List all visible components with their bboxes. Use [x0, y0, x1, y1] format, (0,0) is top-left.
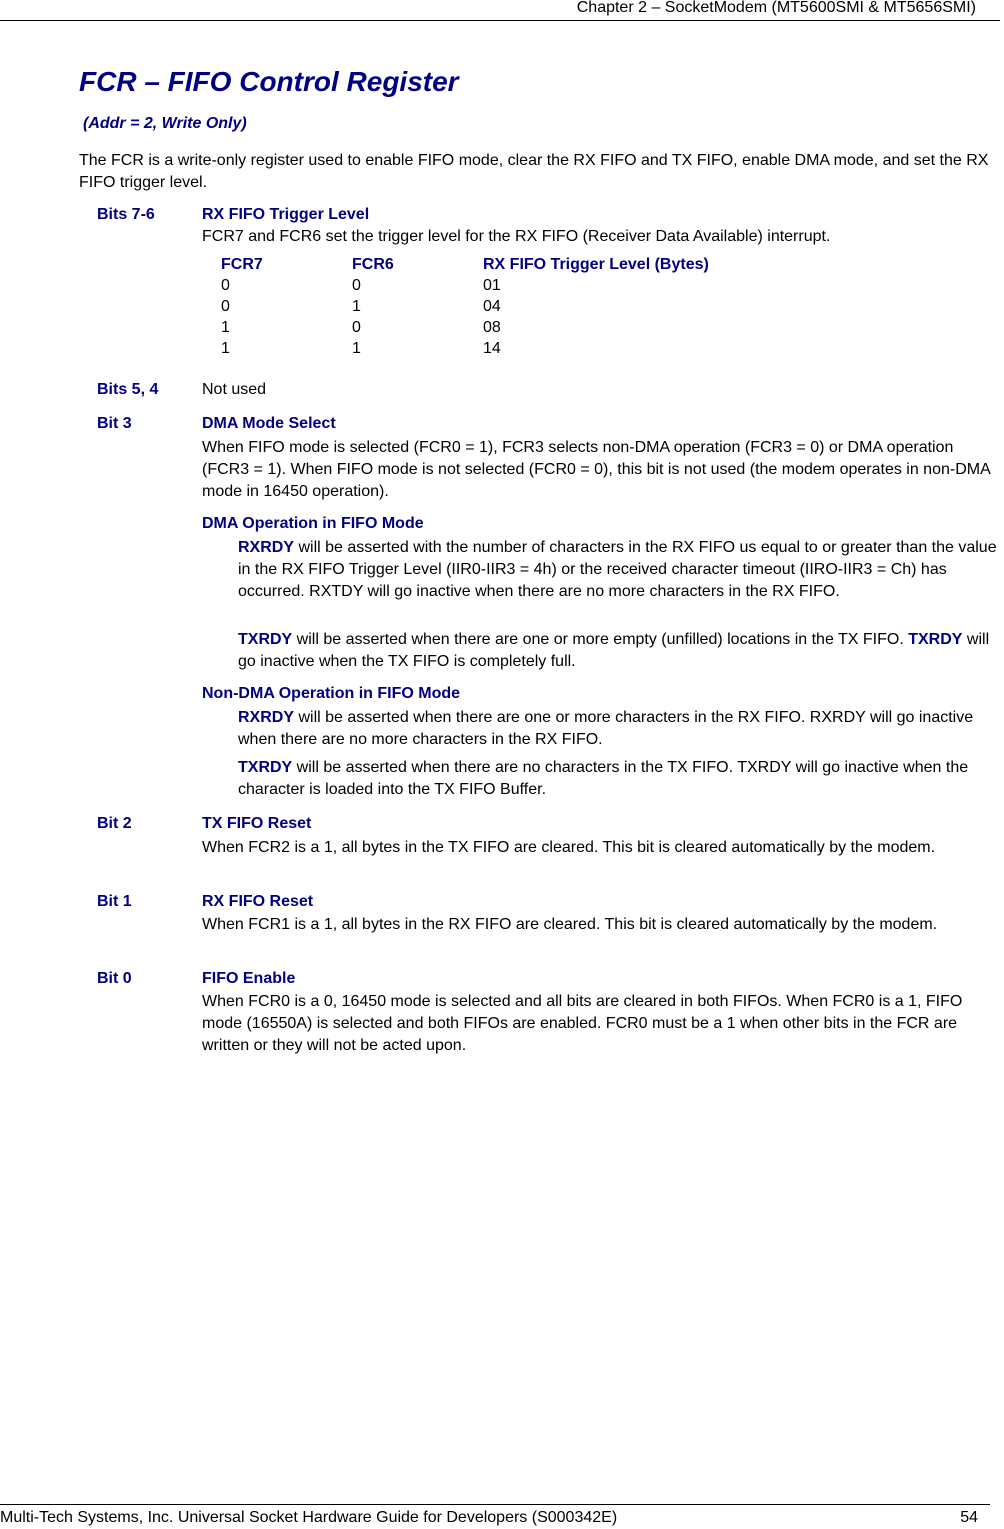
table-cell: 14: [483, 340, 501, 357]
table-cell: 0: [221, 277, 230, 294]
bit-0-description: When FCR0 is a 0, 16450 mode is selected and all bits are cleared in both FIFOs. When FCR0 is a 1, FIFO mode (16550A) is selected and both FIFOs are enabled. FCR0 must be a 1 when other bits in the FCR are written or they will not be acted upon.: [202, 993, 963, 1054]
table-row: [221, 338, 783, 359]
bits-7-6-label: Bits 7-6: [97, 206, 155, 223]
footer-document-title: Multi-Tech Systems, Inc. Universal Socket Hardware Guide for Developers (S000342E): [0, 1509, 618, 1526]
non-dma-operation-title: Non-DMA Operation in FIFO Mode: [202, 685, 461, 702]
page-number: 54: [960, 1509, 978, 1526]
table-cell: 0: [352, 319, 361, 336]
bits-5-4-label: Bits 5, 4: [97, 381, 159, 398]
bit-3-title: DMA Mode Select: [202, 415, 336, 432]
bits-7-6-title: RX FIFO Trigger Level: [202, 206, 370, 223]
col-header-fcr7: FCR7: [221, 256, 263, 273]
dma-txrdy-paragraph: TXRDY will be asserted when there are one or more empty (unfilled) locations in the TX FIFO. TXRDY will go inactive when the TX FIFO is completely full.: [238, 631, 990, 670]
bit-0-label: Bit 0: [97, 970, 132, 987]
table-cell: 1: [221, 319, 230, 336]
table-cell: 08: [483, 319, 501, 336]
col-header-fcr6: FCR6: [352, 256, 394, 273]
non-dma-rxrdy-paragraph: RXRDY will be asserted when there are one or more characters in the RX FIFO. RXRDY will go inactive when there are no more characters in the RX FIFO.: [238, 709, 974, 748]
intro-paragraph: The FCR is a write-only register used to enable FIFO mode, clear the RX FIFO and TX FIFO, enable DMA mode, and set the RX FIFO trigger level.: [79, 152, 989, 191]
dma-rxrdy-paragraph: RXRDY will be asserted with the number of characters in the RX FIFO us equal to or greater than the value in the RX FIFO Trigger Level (IIR0-IIR3 = 4h) or the received character timeout (IIRO-IIR3 = Ch) has occurred. RXTDY will go inactive when there are no more characters in the RX FIFO.: [238, 539, 997, 600]
rxrdy-keyword: RXRDY: [238, 709, 295, 726]
bit-1-description: When FCR1 is a 1, all bytes in the RX FIFO are cleared. This bit is cleared automatically by the modem.: [202, 916, 938, 933]
non-dma-txrdy-paragraph: TXRDY will be asserted when there are no characters in the TX FIFO. TXRDY will go inactive when the character is loaded into the TX FIFO Buffer.: [238, 759, 969, 798]
page-header: [0, 0, 1000, 21]
txrdy-keyword: TXRDY: [238, 759, 293, 776]
bit-3-label: Bit 3: [97, 415, 132, 432]
table-row: [221, 296, 783, 317]
page-title: FCR – FIFO Control Register: [79, 66, 459, 97]
bit-1-label: Bit 1: [97, 893, 132, 910]
page-footer: [0, 1504, 990, 1529]
table-header-row: [221, 254, 783, 275]
table-cell: 0: [221, 298, 230, 315]
bits-5-4-description: Not used: [202, 381, 267, 398]
table-row: [221, 317, 783, 338]
table-cell: 04: [483, 298, 501, 315]
bit-0-title: FIFO Enable: [202, 970, 296, 987]
chapter-heading: Chapter 2 – SocketModem (MT5600SMI & MT5656SMI): [576, 0, 976, 16]
table-row: [221, 275, 783, 296]
bit-2-description: When FCR2 is a 1, all bytes in the TX FIFO are cleared. This bit is cleared automatically by the modem.: [202, 839, 936, 856]
register-address: (Addr = 2, Write Only): [83, 115, 247, 132]
txrdy-keyword: TXRDY: [238, 631, 293, 648]
trigger-level-table: [221, 254, 783, 359]
table-cell: 1: [221, 340, 230, 357]
txrdy-keyword: TXRDY: [908, 631, 963, 648]
bit-2-label: Bit 2: [97, 815, 132, 832]
bit-1-title: RX FIFO Reset: [202, 893, 314, 910]
table-cell: 0: [352, 277, 361, 294]
table-cell: 1: [352, 298, 361, 315]
bit-3-description: When FIFO mode is selected (FCR0 = 1), FCR3 selects non-DMA operation (FCR3 = 0) or DMA operation (FCR3 = 1). When FIFO mode is not selected (FCR0 = 0), this bit is not used (the modem operates in non-DMA mode in 16450 operation).: [202, 439, 990, 500]
col-header-trigger-level: RX FIFO Trigger Level (Bytes): [483, 256, 709, 273]
table-cell: 1: [352, 340, 361, 357]
dma-operation-title: DMA Operation in FIFO Mode: [202, 515, 424, 532]
bit-2-title: TX FIFO Reset: [202, 815, 312, 832]
rxrdy-keyword: RXRDY: [238, 539, 295, 556]
bits-7-6-description: FCR7 and FCR6 set the trigger level for the RX FIFO (Receiver Data Available) interrupt.: [202, 228, 831, 245]
table-cell: 01: [483, 277, 501, 294]
